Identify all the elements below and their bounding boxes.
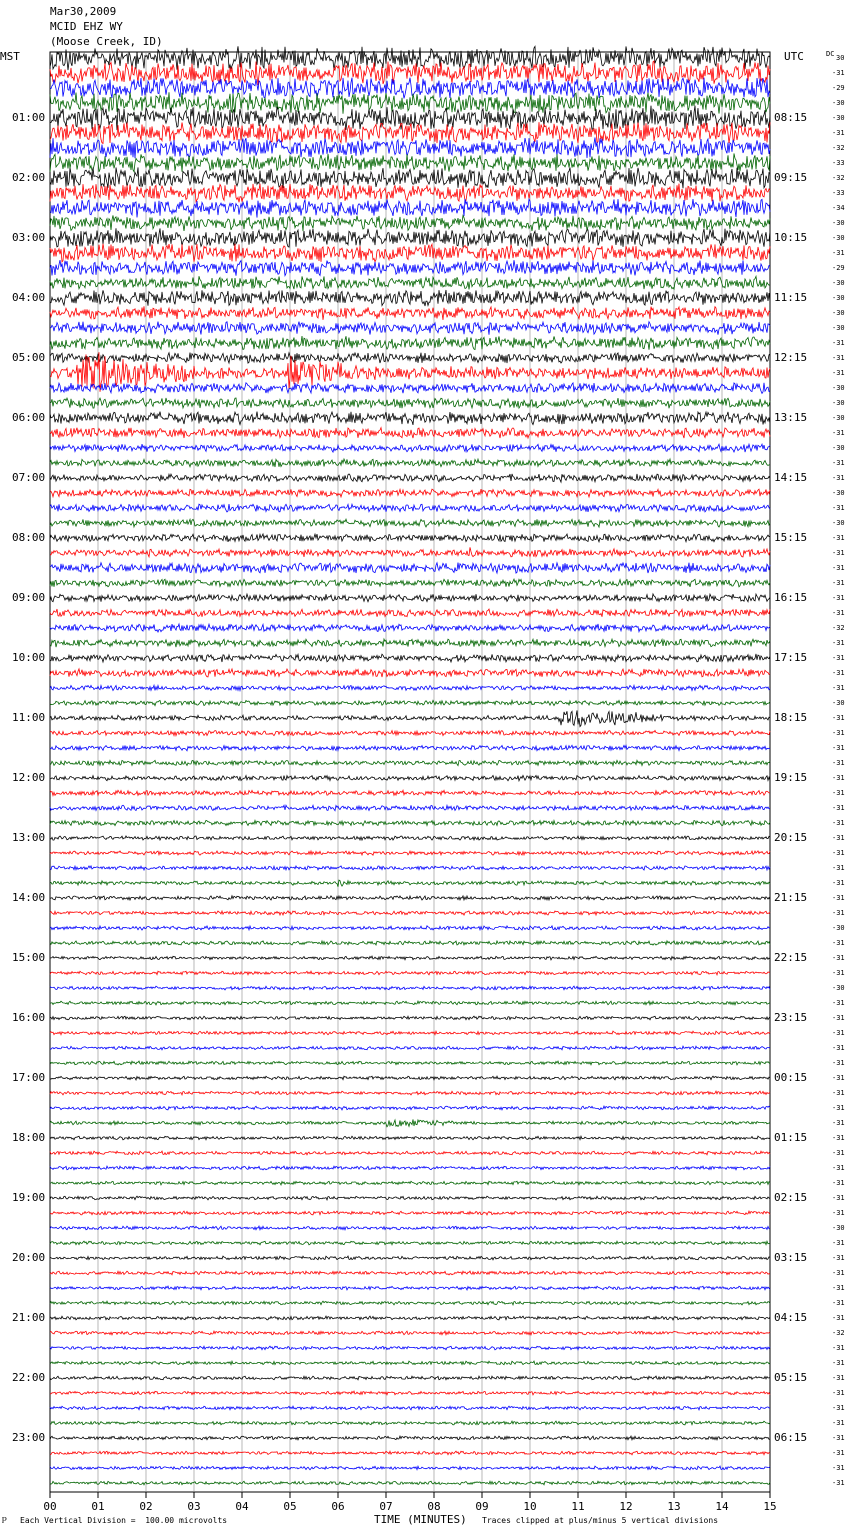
x-tick-label: 11	[571, 1500, 585, 1513]
dc-offset-label: -31	[832, 1194, 845, 1202]
mst-hour-label: 01:00	[12, 111, 46, 124]
clip-note: Traces clipped at plus/minus 5 vertical divisions	[482, 1516, 719, 1525]
seismic-trace	[50, 1481, 770, 1485]
dc-offset-label: -31	[832, 864, 845, 872]
seismic-trace	[50, 122, 770, 144]
mst-axis-label: MST	[0, 50, 20, 63]
dc-header: DC	[826, 50, 835, 58]
seismic-trace	[50, 805, 770, 811]
seismic-trace	[50, 260, 770, 276]
utc-hour-label: 03:15	[774, 1251, 808, 1264]
mst-hour-label: 21:00	[12, 1311, 46, 1324]
x-tick-label: 10	[523, 1500, 537, 1513]
seismic-trace	[50, 61, 770, 85]
x-tick-label: 05	[283, 1500, 297, 1513]
dc-offset-label: -31	[832, 939, 845, 947]
utc-hour-label: 12:15	[774, 351, 808, 364]
seismic-trace	[50, 700, 770, 705]
dc-offset-label: -31	[832, 1359, 845, 1367]
mst-hour-label: 12:00	[12, 771, 46, 784]
dc-offset-label: -34	[832, 204, 845, 212]
dc-offset-label: -30	[832, 234, 845, 242]
seismic-trace	[50, 941, 770, 945]
utc-hour-label: 18:15	[774, 711, 808, 724]
dc-offset-label: -31	[832, 459, 845, 467]
seismic-trace	[50, 971, 770, 975]
dc-offset-label: -30	[832, 444, 845, 452]
dc-offset-label: -29	[832, 264, 845, 272]
dc-offset-label: -30	[832, 114, 845, 122]
seismic-trace	[50, 1119, 770, 1126]
seismic-trace	[50, 1001, 770, 1005]
dc-offset-label: -30	[832, 699, 845, 707]
dc-offset-label: -30	[832, 384, 845, 392]
mst-hour-label: 14:00	[12, 891, 46, 904]
dc-offset-label: -31	[832, 684, 845, 692]
seismic-trace	[50, 244, 770, 262]
dc-offset-label: -31	[832, 729, 845, 737]
dc-offset-label: -31	[832, 549, 845, 557]
dc-offset-label: -31	[832, 1014, 845, 1022]
x-axis-ticks	[43, 1492, 776, 1513]
dc-offset-label: -31	[832, 639, 845, 647]
seismic-trace	[50, 138, 770, 159]
dc-offset-label: -31	[832, 774, 845, 782]
dc-offset-label: -31	[832, 369, 845, 377]
utc-hour-label: 04:15	[774, 1311, 808, 1324]
x-tick-label: 14	[715, 1500, 729, 1513]
seismic-trace	[50, 790, 770, 795]
dc-offset-label: -31	[832, 654, 845, 662]
dc-offset-label: -31	[832, 1449, 845, 1457]
seismic-trace	[50, 1361, 770, 1365]
x-tick-label: 12	[619, 1500, 633, 1513]
dc-offset-label: -31	[832, 534, 845, 542]
utc-hour-label: 00:15	[774, 1071, 808, 1084]
dc-offset-label: -31	[832, 834, 845, 842]
seismic-trace	[50, 1241, 770, 1245]
x-tick-label: 13	[667, 1500, 681, 1513]
mst-hour-label: 11:00	[12, 711, 46, 724]
seismic-trace	[50, 851, 770, 855]
dc-offset-label: -31	[832, 564, 845, 572]
dc-offset-label: -31	[832, 69, 845, 77]
seismic-trace	[50, 1316, 770, 1320]
dc-offset-label: -30	[832, 324, 845, 332]
x-tick-label: 03	[187, 1500, 201, 1513]
dc-offset-label: -33	[832, 189, 845, 197]
mst-hour-label: 22:00	[12, 1371, 46, 1384]
utc-hour-label: 13:15	[774, 411, 808, 424]
utc-hour-label: 08:15	[774, 111, 808, 124]
seismic-trace	[50, 836, 770, 840]
utc-hour-label: 11:15	[774, 291, 808, 304]
seismic-trace	[50, 1436, 770, 1440]
seismic-trace	[50, 1346, 770, 1350]
mst-hour-label: 17:00	[12, 1071, 46, 1084]
dc-offset-label: -31	[832, 1284, 845, 1292]
seismic-trace	[50, 1016, 770, 1020]
dc-offset-label: -30	[832, 99, 845, 107]
dc-offset-label: -31	[832, 1209, 845, 1217]
dc-offset-label: -31	[832, 744, 845, 752]
seismic-trace	[50, 184, 770, 203]
station-code: MCID EHZ WY	[50, 20, 123, 33]
dc-offset-label: -31	[832, 1059, 845, 1067]
utc-hour-label: 16:15	[774, 591, 808, 604]
dc-offset-label: 30	[836, 54, 845, 62]
dc-offset-label: -31	[832, 504, 845, 512]
x-tick-label: 08	[427, 1500, 441, 1513]
seismic-trace	[50, 228, 770, 247]
dc-offset-label: -31	[832, 1419, 845, 1427]
seismic-trace	[50, 730, 770, 735]
seismic-trace	[50, 428, 770, 438]
seismic-trace	[50, 896, 770, 900]
x-tick-label: 06	[331, 1500, 345, 1513]
seismic-trace	[50, 1076, 770, 1080]
dc-offset-label: -33	[832, 159, 845, 167]
dc-offset-label: -30	[832, 519, 845, 527]
mst-hour-label: 06:00	[12, 411, 46, 424]
seismic-trace	[50, 1046, 770, 1050]
seismic-trace	[50, 986, 770, 990]
seismic-trace	[50, 654, 770, 662]
seismic-trace	[50, 1466, 770, 1470]
seismic-trace	[50, 956, 770, 960]
mst-hour-label: 20:00	[12, 1251, 46, 1264]
utc-hour-label: 23:15	[774, 1011, 808, 1024]
seismic-trace	[50, 1031, 770, 1035]
seismic-trace	[50, 1166, 770, 1170]
dc-offset-label: -31	[832, 249, 845, 257]
dc-offset-label: -31	[832, 1374, 845, 1382]
seismic-trace	[50, 504, 770, 512]
dc-offset-label: -31	[832, 804, 845, 812]
mst-hour-label: 16:00	[12, 1011, 46, 1024]
x-tick-label: 07	[379, 1500, 393, 1513]
dc-offset-label: -31	[832, 609, 845, 617]
seismic-trace	[50, 215, 770, 231]
dc-offset-label: -31	[832, 1044, 845, 1052]
mst-hour-label: 05:00	[12, 351, 46, 364]
seismic-trace	[50, 444, 770, 452]
seismic-trace	[50, 1211, 770, 1215]
dc-offset-label: -31	[832, 1179, 845, 1187]
x-tick-label: 04	[235, 1500, 249, 1513]
seismic-trace	[50, 1106, 770, 1110]
seismic-trace	[50, 1271, 770, 1275]
utc-hour-label: 15:15	[774, 531, 808, 544]
dc-offset-label: -30	[832, 294, 845, 302]
dc-offset-label: -31	[832, 759, 845, 767]
dc-offset-label: -30	[832, 279, 845, 287]
seismic-trace	[50, 1136, 770, 1140]
dc-offset-label: -32	[832, 624, 845, 632]
dc-offset-label: -30	[832, 984, 845, 992]
seismic-trace	[50, 760, 770, 765]
seismic-trace	[50, 1406, 770, 1410]
utc-hour-label: 19:15	[774, 771, 808, 784]
utc-hour-label: 14:15	[774, 471, 808, 484]
mst-hour-label: 10:00	[12, 651, 46, 664]
seismic-trace	[50, 306, 770, 320]
seismic-trace	[50, 534, 770, 542]
mst-hour-label: 04:00	[12, 291, 46, 304]
dc-offset-label: -30	[832, 399, 845, 407]
seismic-trace	[50, 926, 770, 930]
dc-offset-label: -32	[832, 1329, 845, 1337]
seismic-trace	[50, 609, 770, 617]
dc-offset-label: -31	[832, 474, 845, 482]
dc-offset-label: -31	[832, 594, 845, 602]
seismic-trace	[50, 594, 770, 602]
dc-offset-label: -31	[832, 354, 845, 362]
dc-offset-label: -30	[832, 924, 845, 932]
dc-offset-label: -29	[832, 84, 845, 92]
seismic-trace	[50, 1301, 770, 1305]
utc-hour-label: 05:15	[774, 1371, 808, 1384]
dc-offset-label: -31	[832, 1479, 845, 1487]
dc-offset-label: -31	[832, 1389, 845, 1397]
mst-hour-label: 03:00	[12, 231, 46, 244]
utc-hour-label: 09:15	[774, 171, 808, 184]
dc-offset-label: -31	[832, 999, 845, 1007]
utc-hour-label: 17:15	[774, 651, 808, 664]
x-tick-label: 00	[43, 1500, 57, 1513]
mst-hour-label: 08:00	[12, 531, 46, 544]
seismic-trace	[50, 685, 770, 690]
seismic-trace	[50, 547, 770, 557]
dc-offset-label: -31	[832, 1029, 845, 1037]
seismic-trace	[50, 776, 770, 781]
dc-offset-label: -31	[832, 129, 845, 137]
dc-offset-label: -31	[832, 849, 845, 857]
dc-offset-label: -31	[832, 894, 845, 902]
mst-hour-label: 23:00	[12, 1431, 46, 1444]
mst-hour-label: 09:00	[12, 591, 46, 604]
seismic-trace	[50, 1091, 770, 1095]
dc-offset-label: -31	[832, 1269, 845, 1277]
seismic-trace	[50, 1331, 770, 1335]
x-tick-label: 01	[91, 1500, 105, 1513]
seismic-trace	[50, 1181, 770, 1185]
seismic-trace	[50, 624, 770, 632]
x-tick-label: 09	[475, 1500, 489, 1513]
seismic-trace	[50, 474, 770, 482]
mst-hour-label: 18:00	[12, 1131, 46, 1144]
dc-offset-label: -31	[832, 1464, 845, 1472]
dc-offset-label: -31	[832, 879, 845, 887]
seismic-trace	[50, 1391, 770, 1395]
seismic-trace	[50, 1061, 770, 1065]
trace-group	[50, 46, 770, 1485]
utc-hour-label: 22:15	[774, 951, 808, 964]
dc-offset-label: -31	[832, 1434, 845, 1442]
dc-offset-label: -31	[832, 339, 845, 347]
chart-date: Mar30,2009	[50, 5, 117, 18]
mst-hour-label: 02:00	[12, 171, 46, 184]
seismic-trace	[50, 639, 770, 647]
dc-offset-label: -31	[832, 1074, 845, 1082]
x-axis-title: TIME (MINUTES)	[374, 1513, 467, 1526]
seismic-trace	[50, 911, 770, 915]
seismic-trace	[50, 1196, 770, 1200]
seismic-trace	[50, 820, 770, 825]
dc-offset-label: -31	[832, 1104, 845, 1112]
dc-offset-label: -31	[832, 579, 845, 587]
seismic-trace	[50, 669, 770, 677]
dc-offset-label: -31	[832, 909, 845, 917]
dc-offset-label: -31	[832, 789, 845, 797]
dc-offset-label: -31	[832, 1119, 845, 1127]
utc-hour-label: 20:15	[774, 831, 808, 844]
scale-note: Each Vertical Division = 100.00 microvolts	[20, 1516, 228, 1525]
seismic-trace	[50, 1256, 770, 1260]
mst-hour-label: 07:00	[12, 471, 46, 484]
dc-offset-label: -31	[832, 429, 845, 437]
seismic-trace	[50, 880, 770, 887]
seismic-trace	[50, 412, 770, 425]
mst-hour-label: 15:00	[12, 951, 46, 964]
dc-offset-label: -31	[832, 1344, 845, 1352]
seismic-trace	[50, 1376, 770, 1380]
utc-hour-label: 01:15	[774, 1131, 808, 1144]
seismic-trace	[50, 563, 770, 574]
seismic-trace	[50, 745, 770, 751]
seismic-trace	[50, 398, 770, 408]
x-tick-label: 02	[139, 1500, 153, 1513]
dc-offset-label: -31	[832, 954, 845, 962]
seismic-trace	[50, 1151, 770, 1155]
utc-hour-label: 02:15	[774, 1191, 808, 1204]
utc-hour-label: 10:15	[774, 231, 808, 244]
dc-offset-label: -30	[832, 489, 845, 497]
dc-offset-label: -32	[832, 174, 845, 182]
dc-offset-label: -31	[832, 714, 845, 722]
utc-axis-label: UTC	[784, 50, 804, 63]
footer-mark: ℙ	[2, 1516, 7, 1525]
dc-offset-label: -31	[832, 969, 845, 977]
seismic-trace	[50, 1451, 770, 1455]
dc-offset-label: -31	[832, 1299, 845, 1307]
utc-hour-label: 21:15	[774, 891, 808, 904]
x-tick-label: 15	[763, 1500, 777, 1513]
dc-offset-label: -30	[832, 414, 845, 422]
seismic-trace	[50, 92, 770, 113]
seismic-trace	[50, 866, 770, 870]
dc-offset-label: -30	[832, 219, 845, 227]
utc-hour-label: 06:15	[774, 1431, 808, 1444]
seismic-trace	[50, 459, 770, 467]
seismic-trace	[50, 489, 770, 497]
seismic-trace	[50, 167, 770, 188]
dc-offset-label: -30	[832, 1224, 845, 1232]
mst-hour-label: 19:00	[12, 1191, 46, 1204]
station-location: (Moose Creek, ID)	[50, 35, 163, 48]
seismic-trace	[50, 1421, 770, 1425]
dc-offset-label: -31	[832, 669, 845, 677]
seismic-trace	[50, 1286, 770, 1290]
seismic-trace	[50, 290, 770, 306]
seismic-trace	[50, 710, 770, 726]
seismic-trace	[50, 353, 770, 364]
dc-offset-label: -31	[832, 819, 845, 827]
dc-offset-label: -30	[832, 309, 845, 317]
dc-offset-label: -31	[832, 1314, 845, 1322]
mst-hour-label: 13:00	[12, 831, 46, 844]
dc-offset-label: -31	[832, 1239, 845, 1247]
dc-offset-label: -31	[832, 1254, 845, 1262]
seismic-trace	[50, 579, 770, 587]
dc-offset-label: -31	[832, 1164, 845, 1172]
seismic-trace	[50, 276, 770, 289]
seismic-trace	[50, 383, 770, 394]
seismic-trace	[50, 336, 770, 350]
dc-offset-label: -31	[832, 1149, 845, 1157]
dc-offset-label: -31	[832, 1089, 845, 1097]
seismic-trace	[50, 1226, 770, 1230]
dc-offset-label: -31	[832, 1404, 845, 1412]
seismic-trace	[50, 519, 770, 527]
dc-offset-label: -32	[832, 144, 845, 152]
seismic-trace	[50, 199, 770, 218]
dc-offset-label: -31	[832, 1134, 845, 1142]
seismic-trace	[50, 322, 770, 335]
